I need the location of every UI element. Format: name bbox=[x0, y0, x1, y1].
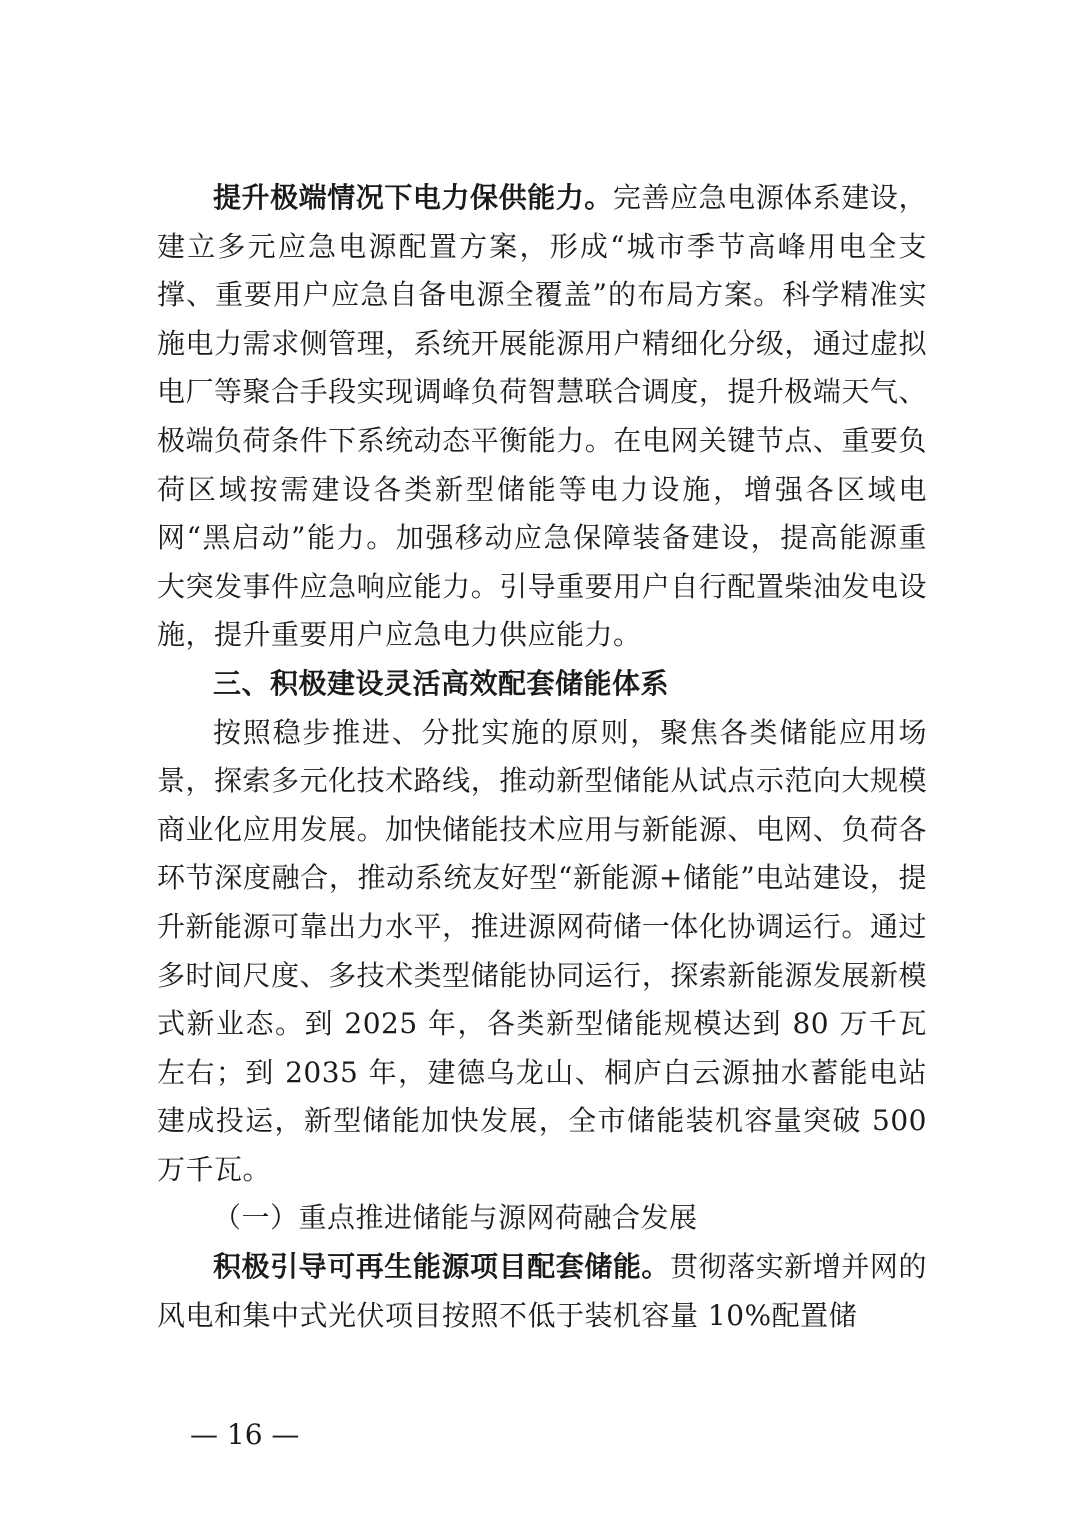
section-heading-storage: 三、积极建设灵活高效配套储能体系 bbox=[213, 666, 670, 700]
paragraph-lead-renewable-storage: 积极引导可再生能源项目配套储能。 bbox=[213, 1250, 670, 1284]
paragraph-power-supply bbox=[157, 174, 927, 660]
subsection-heading-integration: （一）重点推进储能与源网荷融合发展 bbox=[213, 1201, 698, 1235]
paragraph-text-renewable-storage: 贯彻落实新增并网的风电和集中式光伏项目按照不低于装机容量 10%配置储 bbox=[157, 1250, 927, 1332]
paragraph-text-power-supply: 完善应急电源体系建设，建立多元应急电源配置方案，形成“城市季节高峰用电全支撑、重要用户应急自备电源全覆盖”的布局方案。科学精准实施电力需求侧管理，系统开展能源用户精细化分级，通过虚拟电厂等聚合手段实现调峰负荷智慧联合调度，提升极端天气、极端负荷条件下系统动态平衡能力。在电网关键节点、重要负荷区域按需建设各类新型储能等电力设施，增强各区域电网“黑启动”能力。加强移动应急保障装备建设，提高能源重大突发事件应急响应能力。引导重要用户自行配置柴油发电设施，提升重要用户应急电力供应能力。 bbox=[157, 181, 927, 652]
document-body bbox=[157, 174, 927, 1340]
paragraph-lead-power-supply: 提升极端情况下电力保供能力。 bbox=[213, 181, 613, 214]
paragraph-renewable-storage bbox=[157, 1243, 927, 1340]
paragraph-storage-overview: 按照稳步推进、分批实施的原则，聚焦各类储能应用场景，探索多元化技术路线，推动新型储能从试点示范向大规模商业化应用发展。加快储能技术应用与新能源、电网、负荷各环节深度融合，推动系统友好型“新能源+储能”电站建设，提升新能源可靠出力水平，推进源网荷储一体化协调运行。通过多时间尺度、多技术类型储能协同运行，探索新能源发展新模式新业态。到 2025 年，各类新型储能规模达到 80 万千瓦左右；到 2035 年，建德乌龙山、桐庐白云源抽水蓄能电站建成投运，新型储能加快发展，全市储能装机容量突破 500 万千瓦。 bbox=[157, 715, 927, 1186]
page-number: — 16 — bbox=[190, 1418, 300, 1451]
